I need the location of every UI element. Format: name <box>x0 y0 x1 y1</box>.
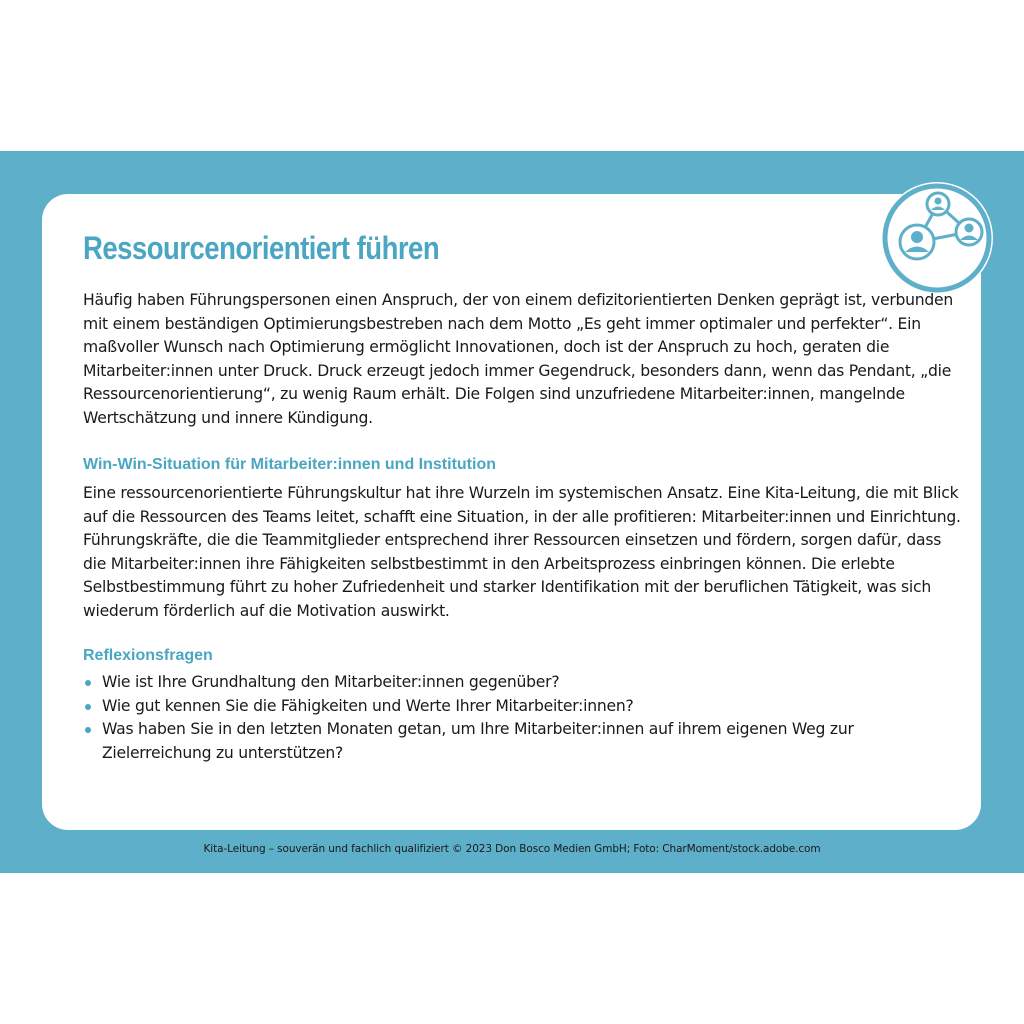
question-text: Was haben Sie in den letzten Monaten getan, um Ihre Mitarbeiter:innen auf ihrem eigenen Weg zur Zielerreichung zu unterstützen? <box>102 720 854 762</box>
card-title: Ressourcenorientiert führen <box>83 230 440 266</box>
question-text: Wie gut kennen Sie die Fähigkeiten und Werte Ihrer Mitarbeiter:innen? <box>102 696 634 715</box>
list-item <box>83 671 943 695</box>
bullet-icon <box>85 704 91 710</box>
bullet-icon <box>85 727 91 733</box>
list-item <box>83 718 943 765</box>
win-win-paragraph: Eine ressourcenorientierte Führungskultur hat ihre Wurzeln im systemischen Ansatz. Eine Kita-Leitung, die mit Blick auf die Ressourcen des Teams leitet, schafft eine Situation, in der alle profitieren: Mitarbeiter:innen und Einrichtung. Führungskräfte, die die Teammitglieder entsprechend ihrer Ressourcen einsetzen und fördern, sorgen dafür, dass die Mitarbeiter:innen ihre Fähigkeiten selbstbestimmt in den Arbeitsprozess einbringen können. Die erlebte Selbstbestimmung führt zu hoher Zufriedenheit und starker Identifikation mit der beruflichen Tätigkeit, was sich wiederum förderlich auf die Motivation auswirkt. <box>83 484 961 620</box>
section-heading-win-win: Win-Win-Situation für Mitarbeiter:innen und Institution <box>83 456 496 473</box>
question-text: Wie ist Ihre Grundhaltung den Mitarbeiter:innen gegenüber? <box>102 673 560 691</box>
intro-paragraph: Häufig haben Führungspersonen einen Anspruch, der von einem defizitorientierten Denken geprägt ist, verbunden mit einem beständigen Optimierungsbestreben nach dem Motto „Es geht immer optimaler und perfekter“. Ein maßvoller Wunsch nach Optimierung ermöglicht Innovationen, doch ist der Anspruch zu hoch, geraten die Mitarbeiter:innen unter Druck. Druck erzeugt jedoch immer Gegendruck, besonders dann, wenn das Pendant, „die Ressourcenorientierung“, zu wenig Raum erhält. Die Folgen sind unzufriedene Mitarbeiter:innen, mangelnde Wertschätzung und innere Kündigung. <box>83 291 954 427</box>
reflection-question-list <box>83 671 943 765</box>
section-heading-reflection: Reflexionsfragen <box>83 647 213 664</box>
copyright-footer: Kita-Leitung – souverän und fachlich qualifiziert © 2023 Don Bosco Medien GmbH; Foto: CharMoment/stock.adobe.com <box>203 843 821 855</box>
bullet-icon <box>85 680 91 686</box>
list-item <box>83 695 943 719</box>
people-network-icon <box>881 182 993 294</box>
